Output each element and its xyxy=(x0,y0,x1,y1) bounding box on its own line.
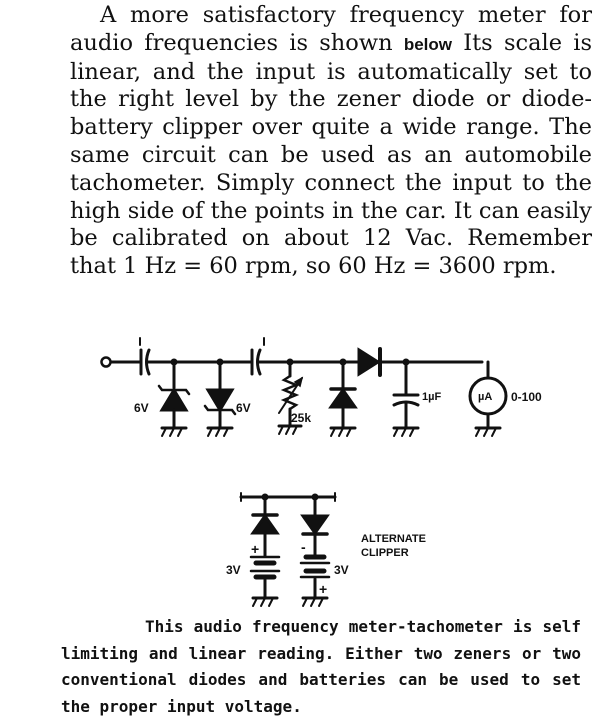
figure-caption xyxy=(61,614,581,720)
zener-1-label: 6V xyxy=(134,401,149,415)
pot-label: 25k xyxy=(291,411,312,425)
polarity-plus-left: + xyxy=(251,541,260,557)
cap-label: 1µF xyxy=(422,391,442,403)
alternate-title-line2: CLIPPER xyxy=(361,547,409,559)
zener-2-label: 6V xyxy=(236,401,251,415)
battery-left xyxy=(251,557,279,606)
body-text-below: below xyxy=(403,34,452,54)
input-capacitor xyxy=(140,338,251,374)
meter-range: 0-100 xyxy=(511,390,542,404)
clipper-diode-right xyxy=(303,497,327,556)
input-terminal xyxy=(102,358,111,367)
battery-right-label: 3V xyxy=(334,563,349,577)
rectifier-diode xyxy=(359,349,482,375)
body-text-part1: A more satisfactory frequency meter for audio frequencies is shown xyxy=(70,2,592,56)
body-text-part2: Its scale is linear, and the input is automatically set to the right level by the zener diode or diode-battery clipper over quite a wide range. The same circuit can be used as an automobile tachometer. Simply connect the input to the high side of the points in the car. It can easily be calibrated on about 12 Vac. Remember that 1 Hz = 60 rpm, so 60 Hz = 3600 rpm. xyxy=(70,29,592,280)
shunt-diode xyxy=(331,362,355,436)
filter-capacitor xyxy=(394,362,418,436)
alternate-title-line1: ALTERNATE xyxy=(361,533,426,545)
meter-symbol: µA xyxy=(478,391,493,403)
caption-text: This audio frequency meter-tachometer is self limiting and linear reading. Either two zeners or two conventional diodes and batteries can be used to set the proper input voltage. xyxy=(61,617,581,716)
polarity-plus-right: + xyxy=(319,581,328,597)
battery-left-label: 3V xyxy=(226,563,241,577)
zener-diode-1 xyxy=(159,362,189,436)
polarity-minus-right: - xyxy=(301,539,306,555)
zener-diode-2 xyxy=(205,362,235,436)
